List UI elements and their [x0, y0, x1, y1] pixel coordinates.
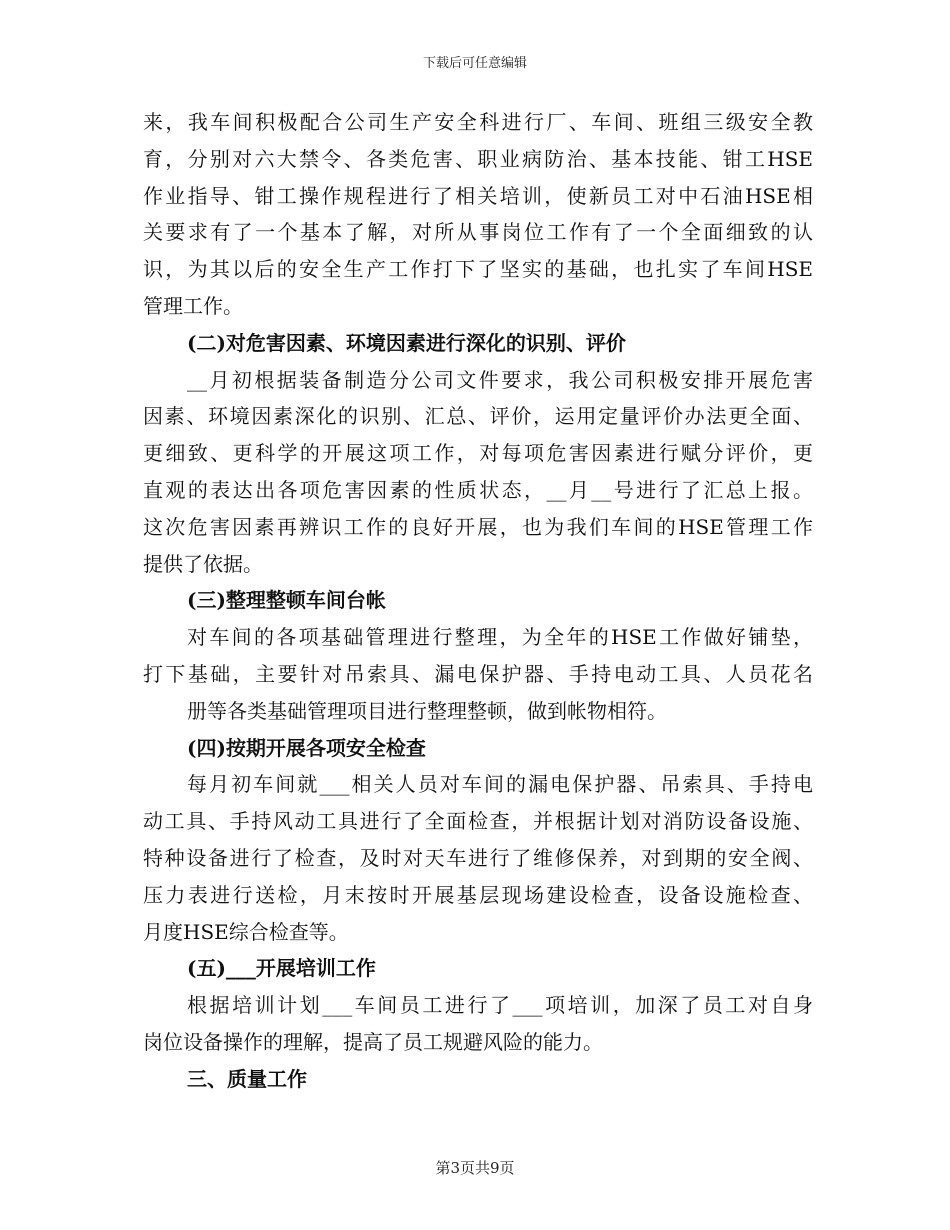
paragraph-line: 特种设备进行了检查，及时对天车进行了维修保养，对到期的安全阀、: [143, 845, 813, 870]
paragraph-line: 提供了依据。: [143, 551, 263, 576]
paragraph-line: 关要求有了一个基本了解，对所从事岗位工作有了一个全面细致的认: [143, 220, 813, 245]
paragraph-line: 册等各类基础管理项目进行整理整顿，做到帐物相符。: [187, 698, 667, 723]
paragraph-line: 对车间的各项基础管理进行整理，为全年的HSE工作做好铺垫，: [187, 625, 813, 650]
paragraph-line: 因素、环境因素深化的识别、汇总、评价，运用定量评价办法更全面、: [143, 404, 813, 429]
section-heading: 三、质量工作: [187, 1066, 307, 1091]
paragraph-line: 每月初车间就___相关人员对车间的漏电保护器、吊索具、手持电: [187, 772, 813, 797]
page-header: 下载后可任意编辑: [422, 56, 527, 71]
paragraph-line: 育，分别对六大禁令、各类危害、职业病防治、基本技能、钳工HSE: [143, 146, 813, 171]
page-footer: 第3页共9页: [435, 1159, 515, 1177]
paragraph-line: 动工具、手持风动工具进行了全面检查，并根据计划对消防设备设施、: [143, 809, 813, 834]
paragraph-line: 压力表进行送检，月末按时开展基层现场建设检查，设备设施检查、: [143, 882, 813, 907]
paragraph-line: 打下基础，主要针对吊索具、漏电保护器、手持电动工具、人员花名: [143, 661, 813, 686]
document-body: [143, 104, 813, 1098]
paragraph-line: 岗位设备操作的理解，提高了员工规避风险的能力。: [143, 1029, 603, 1054]
paragraph-line: 月度HSE综合检查等。: [143, 919, 349, 944]
paragraph-line: 识，为其以后的安全生产工作打下了坚实的基础，也扎实了车间HSE: [143, 257, 813, 282]
paragraph-line: 直观的表达出各项危害因素的性质状态，__月__号进行了汇总上报。: [143, 477, 813, 502]
paragraph-line: 管理工作。: [143, 293, 243, 318]
paragraph-line: 根据培训计划___车间员工进行了___项培训，加深了员工对自身: [187, 993, 813, 1018]
section-heading: (五)___开展培训工作: [187, 956, 376, 981]
paragraph-line: 来，我车间积极配合公司生产安全科进行厂、车间、班组三级安全教: [143, 110, 813, 134]
section-heading: (二)对危害因素、环境因素进行深化的识别、评价: [187, 330, 626, 355]
section-heading: (三)整理整顿车间台帐: [187, 588, 386, 613]
paragraph-line: 更细致、更科学的开展这项工作，对每项危害因素进行赋分评价，更: [143, 441, 813, 466]
paragraph-line: __月初根据装备制造分公司文件要求，我公司积极安排开展危害: [187, 367, 813, 392]
section-heading: (四)按期开展各项安全检查: [187, 735, 426, 760]
paragraph-line: 作业指导、钳工操作规程进行了相关培训，使新员工对中石油HSE相: [143, 183, 813, 208]
paragraph-line: 这次危害因素再辨识工作的良好开展，也为我们车间的HSE管理工作: [143, 514, 813, 539]
